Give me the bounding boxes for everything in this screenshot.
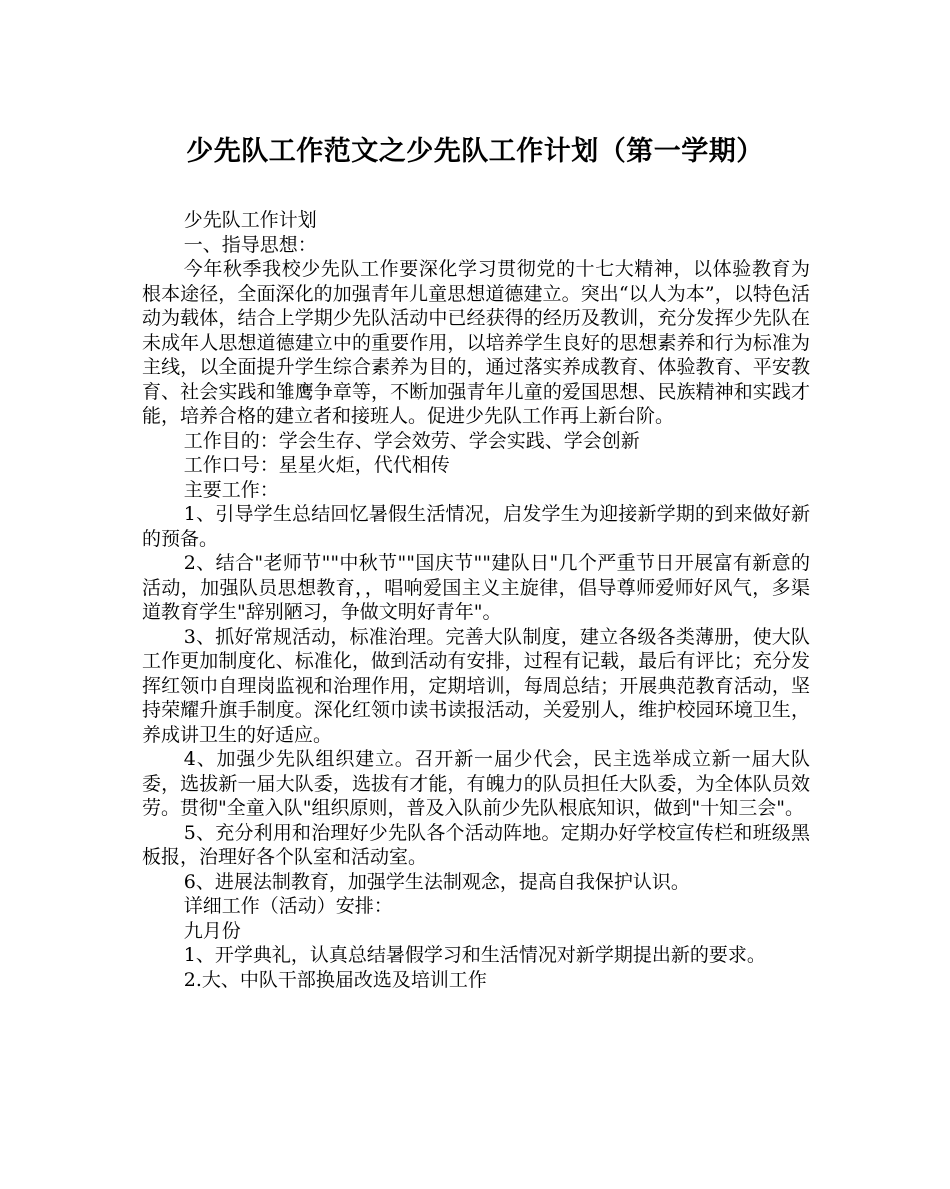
paragraph-main-work-heading: 主要工作： xyxy=(183,478,279,501)
paragraph-plan-heading: 少先队工作计划 xyxy=(183,209,317,231)
paragraph-main-work-4: 4、加强少先队组织建立。召开新一届少代会，民主选举成立新一届大队委，选拔新一届大队委，选拔有才能，有魄力的队员担任大队委，为全体队员效劳。贯彻"全童入队"组织原则，普及入队前少先队根底知识，做到"十知三会"。 xyxy=(142,748,810,819)
paragraph-main-work-1: 1、引导学生总结回忆暑假生活情况，启发学生为迎接新学期的到来做好新的预备。 xyxy=(142,503,810,550)
paragraph-work-slogan: 工作口号：星星火炬，代代相传 xyxy=(183,454,450,476)
paragraph-main-work-5: 5、充分利用和治理好少先队各个活动阵地。定期办好学校宣传栏和班级黑板报，治理好各个队室和活动室。 xyxy=(142,821,810,868)
paragraph-schedule-heading: 详细工作（活动）安排： xyxy=(183,895,393,917)
paragraph-september-1: 1、开学典礼，认真总结暑假学习和生活情况对新学期提出新的要求。 xyxy=(183,944,766,966)
paragraph-main-work-3: 3、抓好常规活动，标准治理。完善大队制度，建立各级各类薄册，使大队工作更加制度化、标准化，做到活动有安排，过程有记载，最后有评比；充分发挥红领巾自理岗监视和治理作用，定期培训，每周总结；开展典范教育活动，坚持荣耀升旗手制度。深化红领巾读书读报活动，关爱别人，维护校园环境卫生，养成讲卫生的好适应。 xyxy=(142,625,810,746)
paragraph-work-goal: 工作目的：学会生存、学会效劳、学会实践、学会创新 xyxy=(183,429,640,452)
paragraph-section-guiding-thought: 一、指导思想： xyxy=(183,233,317,256)
paragraph-september: 九月份 xyxy=(183,919,241,942)
paragraph-guiding-thought-body: 今年秋季我校少先队工作要深化学习贯彻党的十七大精神，以体验教育为根本途径，全面深化的加强青年儿童思想道德建立。突出“以人为本”，以特色活动为载体，结合上学期少先队活动中已经获得的经历及教训，充分发挥少先队在未成年人思想道德建立中的重要作用，以培养学生良好的思想素养和行为标准为主线，以全面提升学生综合素养为目的，通过落实养成教育、体验教育、平安教育、社会实践和雏鹰争章等，不断加强青年儿童的爱国思想、民族精神和实践才能，培养合格的建立者和接班人。促进少先队工作再上新台阶。 xyxy=(142,258,810,427)
document-body xyxy=(142,208,810,992)
document-title: 少先队工作范文之少先队工作计划（第一学期） xyxy=(186,136,764,167)
paragraph-main-work-2: 2、结合"老师节""中秋节""国庆节""建队日"几个严重节日开展富有新意的活动，加强队员思想教育，，唱响爱国主义主旋律，倡导尊师爱师好风气，多渠道教育学生"辞别陋习，争做文明好青年"。 xyxy=(142,552,810,623)
paragraph-september-2: 2.大、中队干部换届改选及培训工作 xyxy=(183,968,487,991)
paragraph-main-work-6: 6、进展法制教育，加强学生法制观念，提高自我保护认识。 xyxy=(183,870,690,893)
